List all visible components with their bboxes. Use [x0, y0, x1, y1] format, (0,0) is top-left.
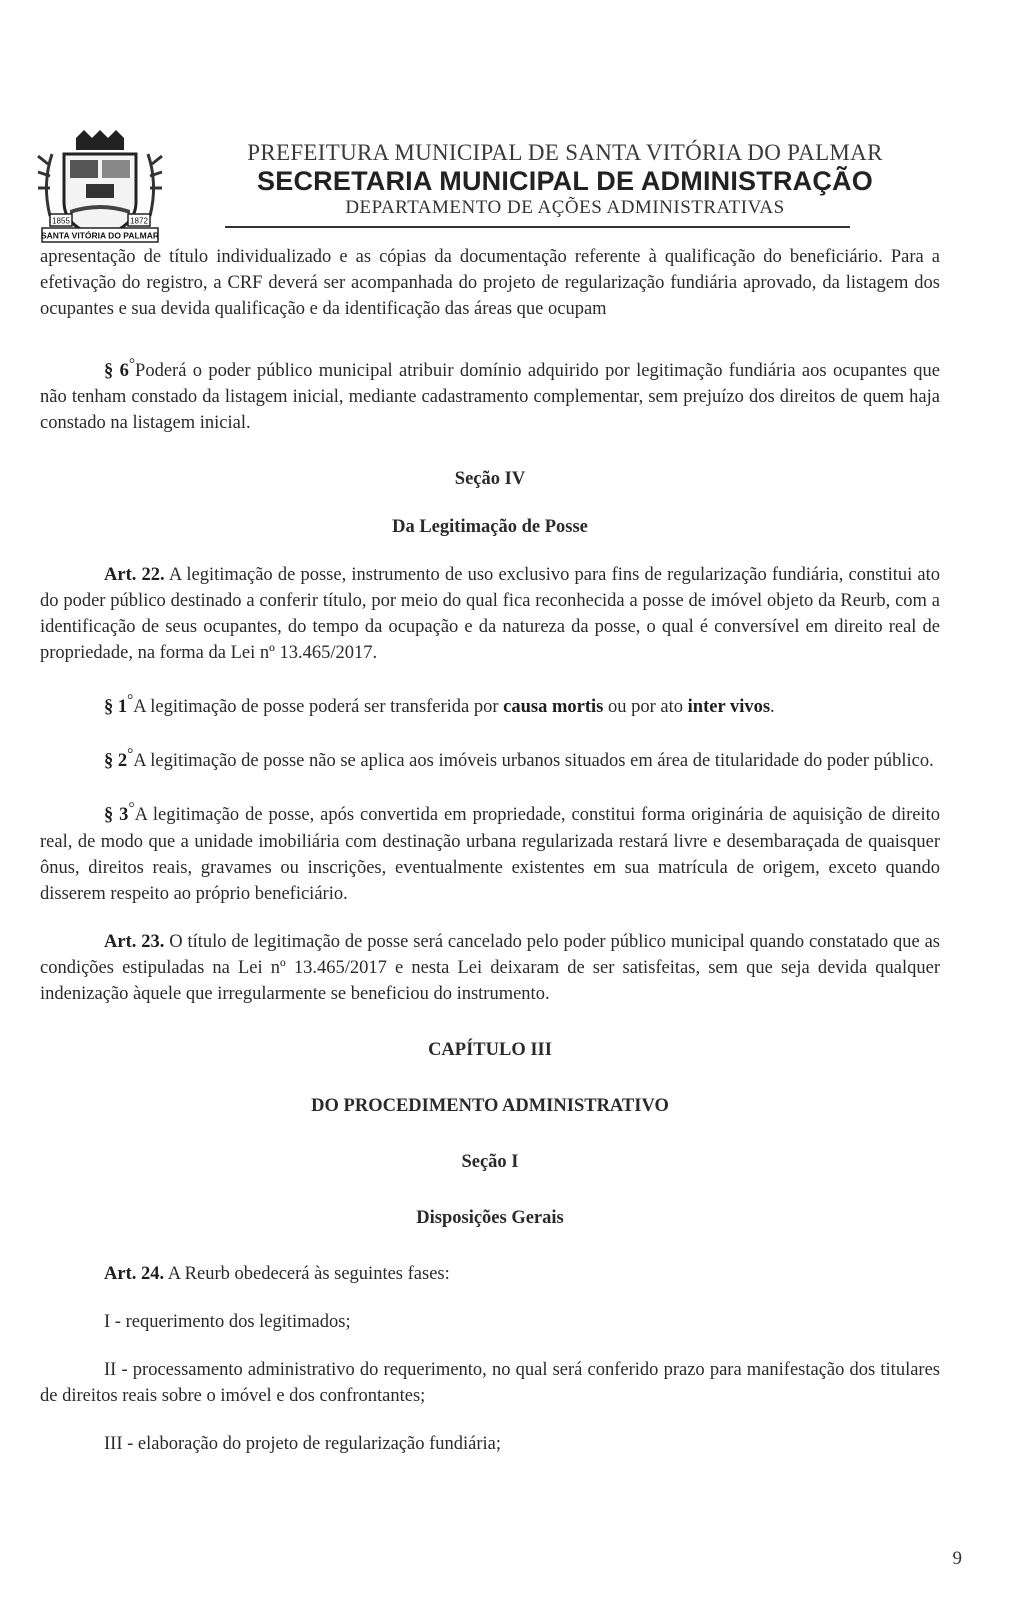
intro-paragraph: apresentação de título individualizado e as cópias da documentação referente à qualificação do beneficiário. Para a efetivação do registro, a CRF deverá ser acompanhada do projeto de regularização fundiária aprovado, da listagem dos ocupantes e sua devida qualificação e da identificação das áreas que ocupam [40, 247, 940, 319]
paragraph-1-bold-a: causa mortis [503, 697, 604, 718]
paragraph-1-end: . [770, 697, 775, 718]
ordinal-mark: ° [127, 692, 134, 710]
section-iv-heading: Seção IV [454, 469, 526, 490]
section-i-heading: Seção I [461, 1151, 519, 1172]
paragraph-2-text: A legitimação de posse não se aplica aos imóveis urbanos situados em área de titularidade do poder público. [133, 751, 934, 772]
crest-year-right: 1872 [130, 216, 148, 226]
list-item: I - requerimento dos legitimados; [104, 1311, 351, 1332]
chapter-iii-heading: CAPÍTULO III [428, 1039, 552, 1060]
article-23 [40, 929, 940, 1007]
list-item: II - processamento administrativo do requerimento, no qual será conferido prazo para manifestação dos titulares de direitos reais sobre o imóvel e dos confrontantes; [40, 1359, 940, 1406]
letterhead [30, 124, 990, 252]
paragraph-6-label: § 6 [104, 361, 129, 382]
crest-year-left: 1855 [52, 216, 70, 226]
paragraph-1-text-b: ou por ato [608, 697, 684, 718]
header-departamento: DEPARTAMENTO DE AÇÕES ADMINISTRATIVAS [345, 197, 785, 218]
chapter-iii-title: DO PROCEDIMENTO ADMINISTRATIVO [311, 1095, 669, 1116]
ordinal-mark: ° [128, 800, 135, 818]
article-23-text: O título de legitimação de posse será cancelado pelo poder público municipal quando constatado que as condições estipuladas na Lei nº 13.465/2017 e nesta Lei deixaram de ser satisfeitas, sem que seja devida qualquer indenização àquele que irregularmente se beneficiou do instrumento. [40, 931, 941, 1004]
section-i-title: Disposições Gerais [416, 1207, 564, 1228]
paragraph-1-text-a: A legitimação de posse poderá ser transferida por [133, 697, 499, 718]
ordinal-mark: ° [127, 746, 134, 764]
article-24-label: Art. 24. [104, 1263, 165, 1284]
crest-banner: SANTA VITÓRIA DO PALMAR [40, 230, 160, 241]
header-secretaria: SECRETARIA MUNICIPAL DE ADMINISTRAÇÃO [257, 166, 873, 196]
paragraph-3-text: A legitimação de posse, após convertida em propriedade, constitui forma originária de aquisição de direito real, de modo que a unidade imobiliária com destinação urbana regularizada restará livre e desembaraçada de quaisquer ônus, direitos reais, gravames ou inscrições, eventualmente existentes em sua matrícula de origem, exceto quando disserem respeito ao próprio beneficiário. [40, 805, 940, 904]
article-22-text: A legitimação de posse, instrumento de uso exclusivo para fins de regularização fundiária, constitui ato do poder público destinado a conferir título, por meio do qual fica reconhecida a posse de imóvel objeto da Reurb, com a identificação de seus ocupantes, do tempo da ocupação e da natureza da posse, o qual é conversível em direito real de propriedade, na forma da Lei nº 13.465/2017. [40, 565, 941, 664]
article-24 [40, 1261, 940, 1287]
paragraph-3 [40, 796, 940, 906]
article-23-label: Art. 23. [104, 931, 165, 952]
document-body [40, 244, 940, 1457]
municipal-coat-of-arms-icon [30, 124, 170, 248]
page-number: 9 [952, 1548, 962, 1569]
list-item: III - elaboração do projeto de regularização fundiária; [104, 1433, 502, 1454]
header-prefeitura: PREFEITURA MUNICIPAL DE SANTA VITÓRIA DO PALMAR [247, 140, 883, 165]
article-24-text: A Reurb obedecerá às seguintes fases: [167, 1263, 450, 1284]
paragraph-1 [40, 688, 940, 720]
section-iv-title: Da Legitimação de Posse [392, 517, 588, 538]
ordinal-mark: ° [128, 356, 136, 373]
paragraph-1-bold-b: inter vivos [687, 697, 771, 718]
header-divider [225, 226, 850, 228]
paragraph-6 [40, 352, 940, 436]
paragraph-6-text: Poderá o poder público municipal atribuir domínio adquirido por legitimação fundiária aos ocupantes que não tenham constado da listagem inicial, mediante cadastramento complementar, sem prejuízo dos direitos de quem haja constado na listagem inicial. [40, 361, 940, 434]
paragraph-3-label: § 3 [104, 805, 129, 826]
paragraph-2-label: § 2 [104, 751, 128, 772]
paragraph-2 [40, 742, 940, 774]
paragraph-1-label: § 1 [104, 697, 128, 718]
article-22 [40, 562, 940, 666]
article-22-label: Art. 22. [104, 565, 165, 586]
